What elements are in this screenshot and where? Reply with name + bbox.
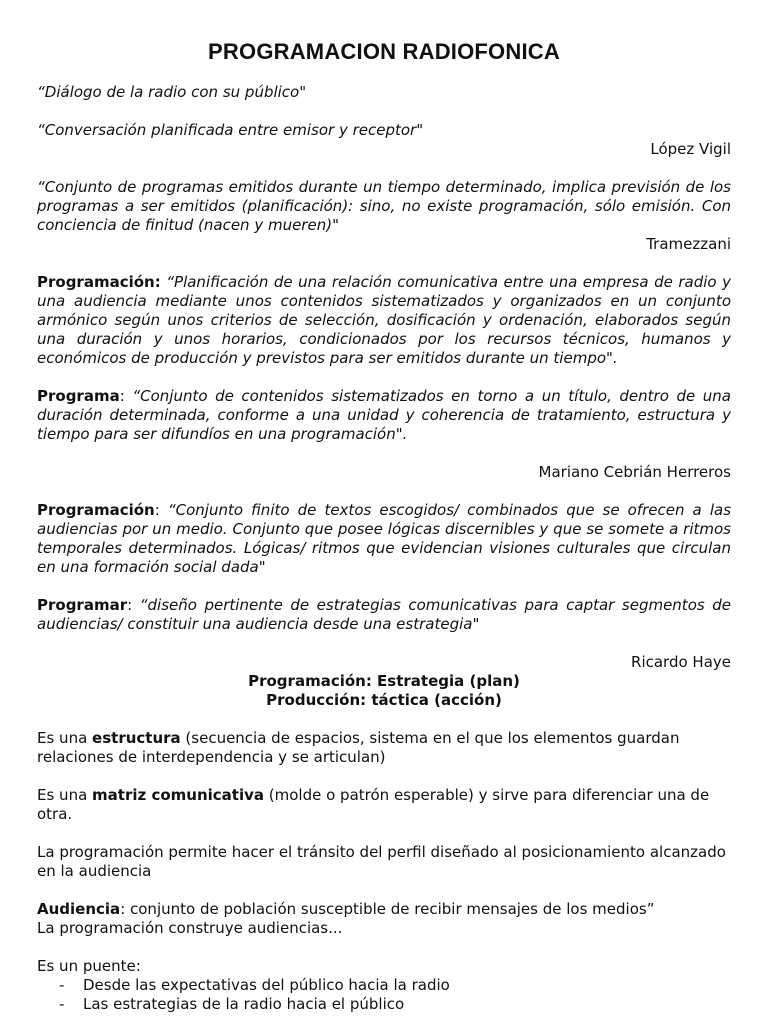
definition-programacion-1 [37,273,731,368]
definition-text: “diseño pertinente de estrategias comunicativas para captar segmentos de audiencias/ constituir una audiencia desde una estrategia" [37,596,731,633]
text-fragment: Es una [37,729,93,747]
puente-list [37,976,731,1014]
list-item: - Desde las expectativas del público hacia la radio [47,976,731,995]
document-page [37,38,731,1014]
definition-term: Programar [37,596,128,614]
definition-programacion-2 [37,501,731,577]
term-matriz: matriz comunicativa [92,786,265,804]
definition-separator: : [154,501,168,519]
term-estructura: estructura [92,729,181,747]
definition-term: Programación: [37,273,161,291]
center-line-estrategia: Programación: Estrategia (plan) [248,672,520,690]
definition-text: “Conjunto finito de textos escogidos/ combinados que se ofrecen a las audiencias por un medio. Conjunto que posee lógicas discernibles y que se somete a ritmos temporales determinados. Lógicas/ ritmos que evidencian visiones culturales que circulan en una formación social dada" [37,501,732,576]
quote-conversacion: “Conversación planificada entre emisor y receptor" [37,121,424,139]
definition-text: “Planificación de una relación comunicativa entre una empresa de radio y una audiencia mediante unos contenidos sistematizados y organizados en un conjunto armónico según unos criterios de selección, dosificación y ordenación, elaborados según una duración y unos horarios, condicionados por los recursos técnicos, humanos y económicos de producción y previstos para ser emitidos durante un tiempo". [37,273,731,367]
text-fragment: (molde o patrón esperable) y sirve para diferenciar una de otra. [37,786,710,823]
definition-separator: : [119,387,133,405]
definition-separator: : [127,596,140,614]
definition-term: Programa [37,387,120,405]
definition-text: “Conjunto de contenidos sistematizados en torno a un título, dentro de una duración determinada, conforme a una unidad y coherencia de tratamiento, estructura y tiempo para ser difundíos en una programación". [37,387,731,443]
term-audiencia: Audiencia [37,900,121,918]
page-title: PROGRAMACION RADIOFONICA [208,39,560,64]
paragraph-audiencia [37,900,731,919]
definition-term: Programación [37,501,155,519]
author-ricardo-haye: Ricardo Haye [631,653,731,671]
paragraph-construye: La programación construye audiencias... [37,919,343,937]
quote-dialogo: “Diálogo de la radio con su público" [37,83,307,101]
definition-programa [37,387,731,444]
author-cebrian-herreros: Mariano Cebrián Herreros [538,463,731,481]
author-tramezzani: Tramezzani [646,235,731,253]
definition-programar [37,596,731,634]
list-item: - Las estrategias de la radio hacia el público [47,995,731,1014]
center-line-tactica: Producción: táctica (acción) [266,691,502,709]
author-lopez-vigil: López Vigil [650,140,731,158]
text-fragment: : conjunto de población susceptible de recibir mensajes de los medios” [120,900,655,918]
text-fragment: (secuencia de espacios, sistema en el que los elementos guardan relaciones de interdependencia y se articulan) [37,729,680,766]
text-fragment: Es una [37,786,93,804]
puente-intro: Es un puente: [37,957,141,975]
paragraph-transito: La programación permite hacer el tránsito del perfil diseñado al posicionamiento alcanzado en la audiencia [37,843,726,880]
paragraph-estructura [37,729,731,767]
quote-conjunto-programas: “Conjunto de programas emitidos durante un tiempo determinado, implica previsión de los programas a ser emitidos (planificación): sino, no existe programación, sólo emisión. Con conciencia de finitud (nacen y mueren)" [37,178,731,234]
paragraph-matriz [37,786,731,824]
